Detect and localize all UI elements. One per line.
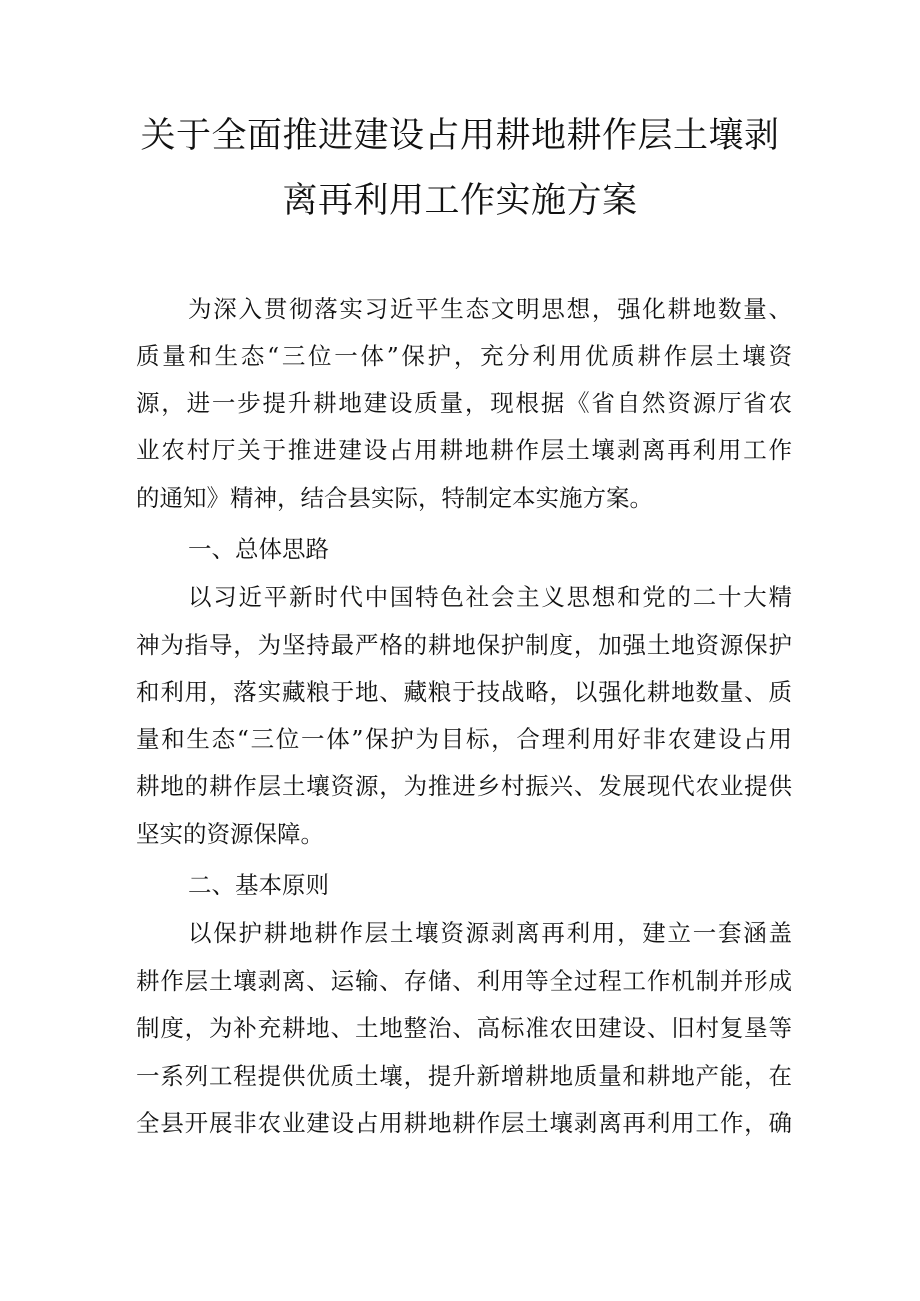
section1-line-2: 神为指导，为坚持最严格的耕地保护制度，加强土地资源保护 xyxy=(136,631,792,659)
section2-line-2: 耕作层土壤剥离、运输、存储、利用等全过程工作机制并形成 xyxy=(136,967,792,995)
section-heading-basic-principles: 二、基本原则 xyxy=(188,871,329,899)
section1-line-4: 量和生态“三位一体”保护为目标，合理利用好非农建设占用 xyxy=(136,725,792,753)
document-title-line-2: 离再利用工作实施方案 xyxy=(282,181,638,221)
intro-line-4: 业农村厅关于推进建设占用耕地耕作层土壤剥离再利用工作 xyxy=(136,436,792,464)
section2-line-5: 全县开展非农业建设占用耕地耕作层土壤剥离再利用工作，确 xyxy=(136,1109,792,1137)
intro-line-5: 的通知》精神，结合县实际，特制定本实施方案。 xyxy=(136,484,653,512)
intro-line-2: 质量和生态“三位一体”保护，充分利用优质耕作层土壤资 xyxy=(136,342,792,370)
section1-line-1: 以习近平新时代中国特色社会主义思想和党的二十大精 xyxy=(188,583,792,611)
section2-line-1: 以保护耕地耕作层土壤资源剥离再利用，建立一套涵盖 xyxy=(188,919,792,947)
section1-line-5: 耕地的耕作层土壤资源，为推进乡村振兴、发展现代农业提供 xyxy=(136,772,792,800)
document-title-line-1: 关于全面推进建设占用耕地耕作层土壤剥 xyxy=(140,116,780,156)
intro-line-1: 为深入贯彻落实习近平生态文明思想，强化耕地数量、 xyxy=(188,295,792,323)
intro-line-3: 源，进一步提升耕地建设质量，现根据《省自然资源厅省农 xyxy=(136,389,792,417)
section2-line-4: 一系列工程提供优质土壤，提升新增耕地质量和耕地产能，在 xyxy=(136,1062,792,1090)
section1-line-6: 坚实的资源保障。 xyxy=(136,820,324,848)
section-heading-overall-approach: 一、总体思路 xyxy=(188,535,329,563)
section1-line-3: 和利用，落实藏粮于地、藏粮于技战略，以强化耕地数量、质 xyxy=(136,678,792,706)
section2-line-3: 制度，为补充耕地、土地整治、高标准农田建设、旧村复垦等 xyxy=(136,1014,792,1042)
